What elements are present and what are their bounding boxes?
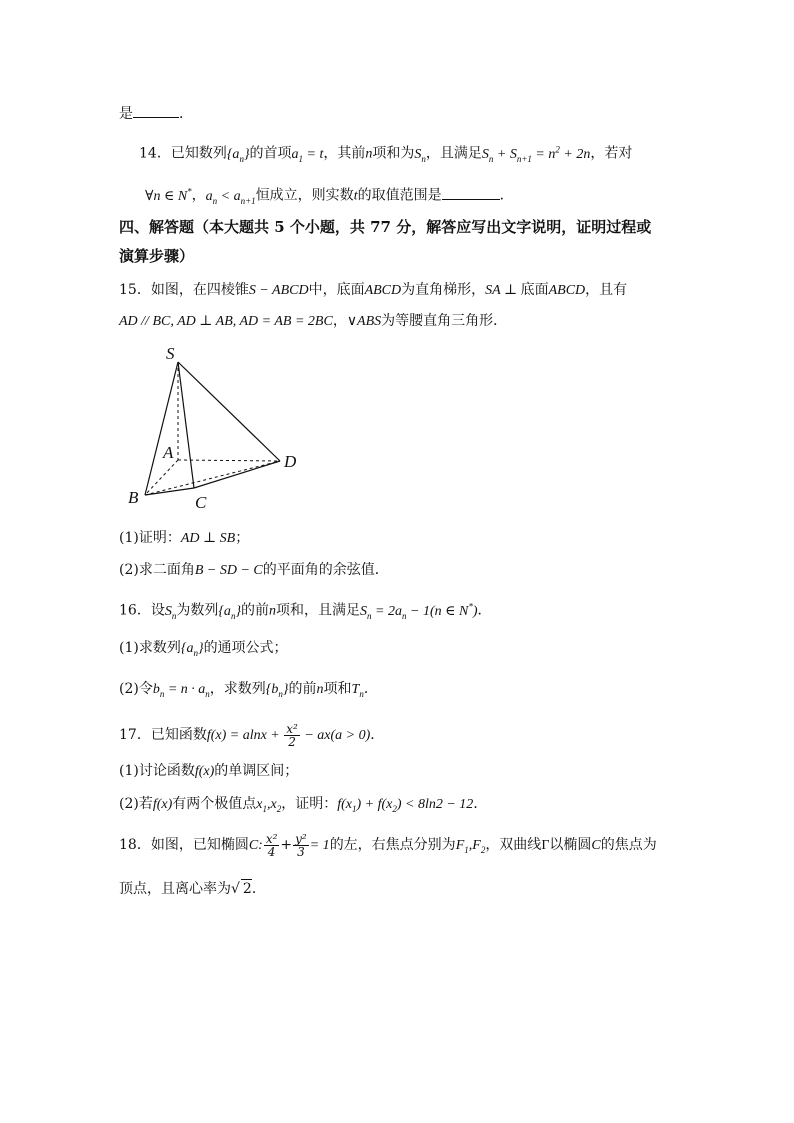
q14-end: ． [499, 187, 514, 204]
q17-p1-t2: 的单调区间； [214, 763, 299, 779]
q15-line2-t2: 为等腰直角三角形． [381, 313, 508, 329]
q16-part2 [119, 680, 378, 703]
edge-sd [178, 362, 280, 461]
sqrt-icon: √ [231, 881, 240, 897]
q14-text-2: 的首项 [249, 145, 292, 162]
q16-p2-tn: $T_n$ [351, 682, 364, 699]
q18-t3: ，双曲线 [485, 837, 542, 853]
q16-p1-seq: $\{a_n\}$ [180, 641, 204, 658]
q16-t1: 设 [150, 602, 165, 619]
q15-m1: S − ABCD [248, 283, 309, 298]
q18-t4: 以椭圆 [549, 837, 592, 853]
q18-radicand: 2 [242, 881, 252, 897]
q15-p2-m1: B − SD − C [194, 563, 263, 578]
q16-p2-seq: $\{b_n\}$ [265, 682, 289, 699]
answer-blank[interactable] [133, 103, 179, 118]
q16-p2-t5: ． [363, 681, 378, 697]
q14-seq: $\{a_n\}$ [226, 146, 250, 164]
q16-p2-n: n [316, 682, 324, 697]
q17-p2-fx: f(x) [152, 797, 173, 812]
pyramid-figure [118, 340, 318, 515]
q16-line1 [119, 597, 492, 624]
q15-t2: 中，底面 [308, 282, 365, 298]
q14-condition: $a_n < a_{n+1}$ [205, 188, 256, 206]
section-heading-line1: 四、解答题（本大题共 5 个小题，共 77 分，解答应写出文字说明，证明过程或 [119, 218, 652, 236]
q15-m4: ABCD [548, 283, 586, 298]
q17-p1-t1: (1)讨论函数 [119, 763, 195, 779]
q15-line2-t1: ， [332, 313, 347, 329]
q16-equation: $S_n = 2a_n - 1(n$ ∈ N*) [360, 601, 478, 621]
q17-part1 [119, 762, 298, 781]
q17-part2 [119, 795, 487, 818]
q14-number: 14． [139, 145, 171, 162]
line-top-text: 是 [119, 106, 133, 122]
q17-number: 17． [119, 727, 151, 743]
q15-conditions: AD // BC, AD ⊥ AB, AD = AB = 2BC [119, 314, 333, 329]
q15-t5: ，且有 [585, 282, 628, 298]
q17-p2-t1: (2)若 [119, 796, 153, 812]
section-heading-2 [119, 247, 194, 265]
label-c: C [195, 493, 207, 512]
q15-t4: 底面 [520, 282, 549, 298]
edge-sb [145, 362, 178, 495]
q17-p2-points: $x_1,x_2$ [256, 797, 282, 814]
q16-seq: $\{a_n\}$ [218, 603, 242, 621]
edge-bd [145, 461, 280, 495]
q15-triangle: ∨ABS [346, 314, 382, 329]
q17-function: f(x) = alnx + [206, 728, 284, 743]
q15-p1-t2: ； [235, 530, 250, 546]
q18-plus: + [280, 837, 293, 853]
q18-line2 [119, 879, 266, 898]
q18-ellipse: C: [248, 838, 263, 853]
edge-ad [178, 460, 280, 461]
q15-m2: ABCD [364, 283, 402, 298]
q14-text-4: 项和为 [372, 145, 415, 162]
q14-text: 已知数列 [170, 145, 227, 162]
q14-equation: $S_n + S_{n+1} = n^2 + 2n$ [481, 144, 591, 164]
q14-line2: ∀n ∈ N*，$a_n < a_{n+1}$恒成立，则实数t的取值范围是 ． [145, 186, 514, 206]
line-top [119, 103, 193, 123]
line-top-end: ． [179, 106, 193, 122]
label-a: A [163, 443, 174, 462]
q18-line2-t1: 顶点，且离心率为 [119, 881, 231, 897]
q18-line1 [119, 830, 657, 865]
q16-sn: $S_n$ [164, 603, 177, 621]
edge-sc [178, 362, 194, 488]
label-b: B [128, 488, 139, 507]
q16-t4: 项和，且满足 [276, 602, 361, 619]
q16-p2-t3: 的前 [288, 681, 317, 697]
answer-blank-14[interactable] [442, 185, 500, 200]
edge-cd [194, 461, 280, 488]
q16-t3: 的前 [241, 602, 270, 619]
q15-t1: 如图，在四棱锥 [150, 282, 249, 298]
q17-fraction: $\frac{\text{x²}}{2}$ [286, 721, 298, 749]
q17-p2-t4: ． [473, 796, 488, 812]
q17-function-tail: − ax(a > 0) [300, 728, 371, 743]
label-d: D [284, 452, 297, 471]
q18-frac2: $\frac{\text{y²}}{3}$ [295, 831, 307, 859]
q16-t2: 为数列 [176, 602, 219, 619]
q15-number: 15． [119, 282, 151, 298]
q14-line1 [139, 140, 632, 167]
q18-c: C [591, 838, 601, 853]
q18-frac1: $\frac{\text{x²}}{4}$ [265, 831, 278, 859]
q15-m3: SA ⊥ [485, 283, 521, 298]
q16-t5: ． [477, 602, 492, 619]
q14-line2-text2: 的取值范围是 [357, 187, 442, 204]
q14-first-term: $a_1 = t$ [291, 146, 324, 164]
q18-eq: = 1 [309, 838, 330, 853]
q18-line2-t2: ． [251, 881, 266, 897]
label-s: S [166, 344, 175, 363]
q15-line2 [119, 312, 507, 331]
q16-p2-t2: ，求数列 [209, 681, 266, 697]
q14-sn: $S_n$ [414, 146, 426, 164]
q14-text-5: ，且满足 [425, 145, 482, 162]
q16-number: 16． [119, 602, 151, 619]
q14-text-3: ，其前 [323, 145, 366, 162]
q17-p2-inequality: $f(x_1) + f(x_2) < 8\ln 2 - 12$ [337, 797, 474, 814]
q17-p1-fx: f(x) [194, 764, 215, 779]
q17-t1: 已知函数 [150, 727, 207, 743]
q14-line2-text: 恒成立，则实数 [255, 187, 354, 204]
q18-t1: 如图，已知椭圆 [150, 837, 249, 853]
section-heading [119, 218, 651, 236]
q18-t2: 的左，右焦点分别为 [329, 837, 456, 853]
q18-t5: 的焦点为 [600, 837, 657, 853]
q16-n: n [269, 603, 277, 619]
q15-p1-t1: (1)证明： [119, 530, 181, 546]
q18-foci: $F_1,F_2$ [455, 838, 486, 855]
q16-p2-t4: 项和 [323, 681, 352, 697]
q16-p1-t1: (1)求数列 [119, 640, 181, 656]
q15-p1-m1: AD ⊥ SB [180, 531, 236, 546]
q18-gamma: Γ [541, 838, 550, 853]
q17-t2: ． [370, 727, 385, 743]
q14-forall: ∀n ∈ N* [145, 186, 192, 204]
q16-p2-def: $b_n = n \cdot a_n$ [152, 682, 210, 699]
q15-part1 [119, 529, 249, 548]
q17-p2-t2: 有两个极值点 [172, 796, 257, 812]
q15-t3: 为直角梯形， [401, 282, 486, 298]
q17-p2-t3: ，证明： [281, 796, 338, 812]
q14-n: n [365, 146, 373, 162]
q17-line1 [119, 720, 384, 751]
section-heading-line2: 演算步骤） [119, 247, 195, 265]
q14-t: t [353, 188, 358, 204]
q15-p2-t1: (2)求二面角 [119, 562, 195, 578]
q14-text-6: ，若对 [590, 145, 633, 162]
q15-p2-t2: 的平面角的余弦值． [262, 562, 389, 578]
q15-line1 [119, 281, 627, 300]
q15-part2 [119, 561, 389, 580]
q16-p1-t2: 的通项公式； [203, 640, 288, 656]
q16-part1 [119, 639, 288, 662]
q18-number: 18． [119, 837, 151, 853]
q16-p2-t1: (2)令 [119, 681, 153, 697]
